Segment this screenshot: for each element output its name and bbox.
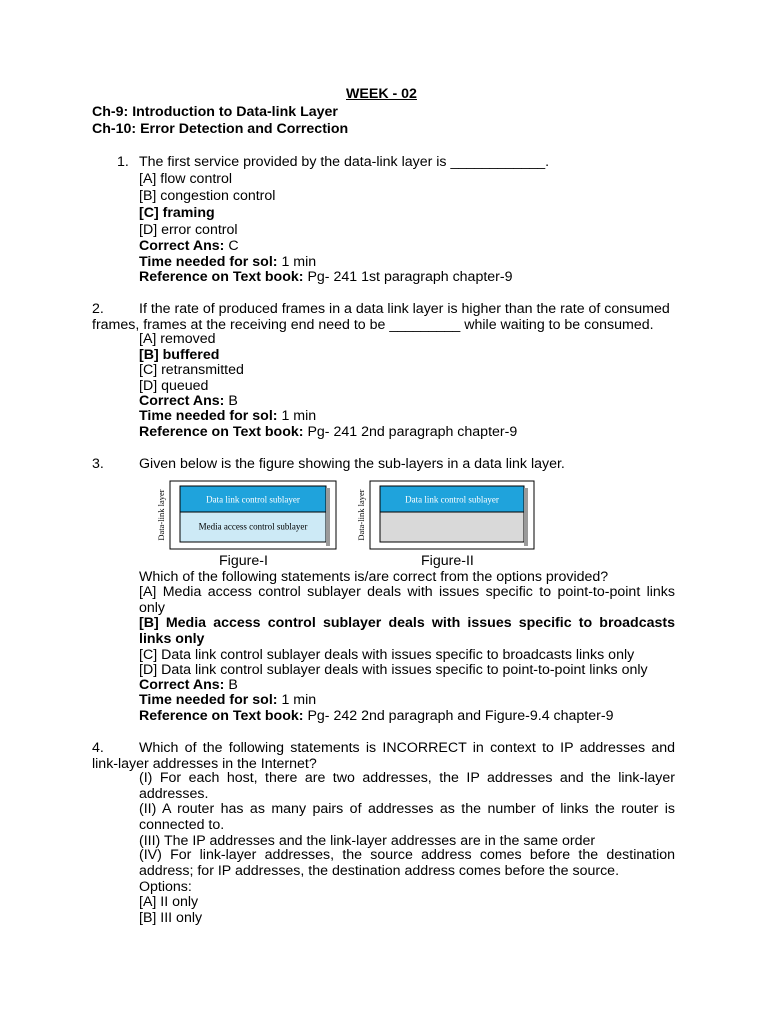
q1-reference [139,269,513,285]
q1-answer [139,238,239,254]
q3-reference-value: Pg- 242 2nd paragraph and Figure-9.4 chapter-9 [303,708,614,724]
week-title: WEEK - 02 [346,86,417,102]
q2-text-line1: If the rate of produced frames in a data link layer is higher than the rate of consumed [139,301,670,317]
q2-reference-label: Reference on Text book: [139,424,304,440]
q4-option-b: [B] III only [139,910,203,926]
figure-1-bottom-label: Media access control sublayer [198,521,308,532]
q1-time-value: 1 min [277,254,317,270]
q1-reference-value: Pg- 241 1st paragraph chapter-9 [303,269,513,285]
q4-text: Which of the following statements is INCORRECT in context to IP addresses and link-layer addresses in the Internet? [92,740,675,772]
figure-2-side-label: Data-link layer [356,489,366,541]
q2-reference [139,424,517,440]
q1-number: 1. [117,154,129,170]
q3-reference-label: Reference on Text book: [139,708,304,724]
q2-time [139,408,316,424]
q4-options-label: Options: [139,879,192,895]
q3-answer-label: Correct Ans: [139,677,225,693]
q1-option-b: [B] congestion control [139,188,276,204]
q2-time-label: Time needed for sol: [139,408,278,424]
q2-reference-value: Pg- 241 2nd paragraph chapter-9 [303,424,518,440]
q1-time [139,254,316,270]
q2-answer-label: Correct Ans: [139,393,225,409]
q4-statement-2: (II) A router has as many pairs of addresses as the number of links the router is connected to. [139,801,675,833]
q4-statement-1: (I) For each host, there are two addresses, the IP addresses and the link-layer addresses. [139,770,675,802]
q3-time-label: Time needed for sol: [139,692,278,708]
q1-option-c: [C] framing [139,205,215,221]
q1-option-a: [A] flow control [139,171,233,187]
q2-text-line2: frames, frames at the receiving end need to be _________ while waiting to be consumed. [92,317,654,333]
figure-2-bottom-box-empty [380,512,524,542]
q3-time [139,692,316,708]
q3-answer-value: B [224,677,238,693]
q4-statement-3: (III) The IP addresses and the link-layer addresses are in the same order [139,833,596,849]
q4-option-a: [A] II only [139,894,199,910]
q2-answer [139,393,238,409]
q4-number: 4. [92,740,104,756]
q3-option-d: [D] Data link control sublayer deals with issues specific to point-to-point links only [139,662,648,678]
figure-2-caption: Figure-II [421,553,474,569]
q2-answer-value: B [224,393,238,409]
q1-reference-label: Reference on Text book: [139,269,304,285]
q3-reference [139,708,613,724]
q3-number: 3. [92,456,104,472]
chapter-10-heading: Ch-10: Error Detection and Correction [92,121,349,137]
q3-text: Given below is the figure showing the sub-layers in a data link layer. [139,456,565,472]
q2-option-b: [B] buffered [139,347,220,363]
chapter-9-heading: Ch-9: Introduction to Data-link Layer [92,104,338,120]
q1-text: The first service provided by the data-link layer is ____________. [139,154,550,170]
figure-1-side-label: Data-link layer [156,489,166,541]
q3-option-c: [C] Data link control sublayer deals with issues specific to broadcasts links only [139,647,635,663]
q4-block [92,740,675,772]
q3-answer [139,677,238,693]
q2-number: 2. [92,301,104,317]
figure-1-diagram [153,478,339,552]
q2-line1 [92,301,670,317]
q1-option-d: [D] error control [139,222,238,238]
q3-question: Which of the following statements is/are correct from the options provided? [139,569,609,585]
q2-time-value: 1 min [277,408,317,424]
figure-2-diagram [353,478,537,552]
q3-time-value: 1 min [277,692,317,708]
q2-option-a: [A] removed [139,331,216,347]
q4-statement-4: (IV) For link-layer addresses, the source address comes before the destination address; for IP addresses, the destination address comes before the source. [139,847,675,879]
figure-2-shadow [524,488,528,546]
figure-2-top-label: Data link control sublayer [405,494,499,505]
q2-option-c: [C] retransmitted [139,362,244,378]
q1-time-label: Time needed for sol: [139,254,278,270]
q1-answer-label: Correct Ans: [139,238,225,254]
q2-option-d: [D] queued [139,378,209,394]
q3-option-a: [A] Media access control sublayer deals with issues specific to point-to-point links only [139,584,675,616]
q3-option-b: [B] Media access control sublayer deals with issues specific to broadcasts links only [139,615,675,647]
figure-1-top-label: Data link control sublayer [206,494,300,505]
figure-1-caption: Figure-I [219,553,268,569]
q1-answer-value: C [224,238,239,254]
q3-line1 [92,456,565,472]
figure-1-shadow [326,488,330,546]
